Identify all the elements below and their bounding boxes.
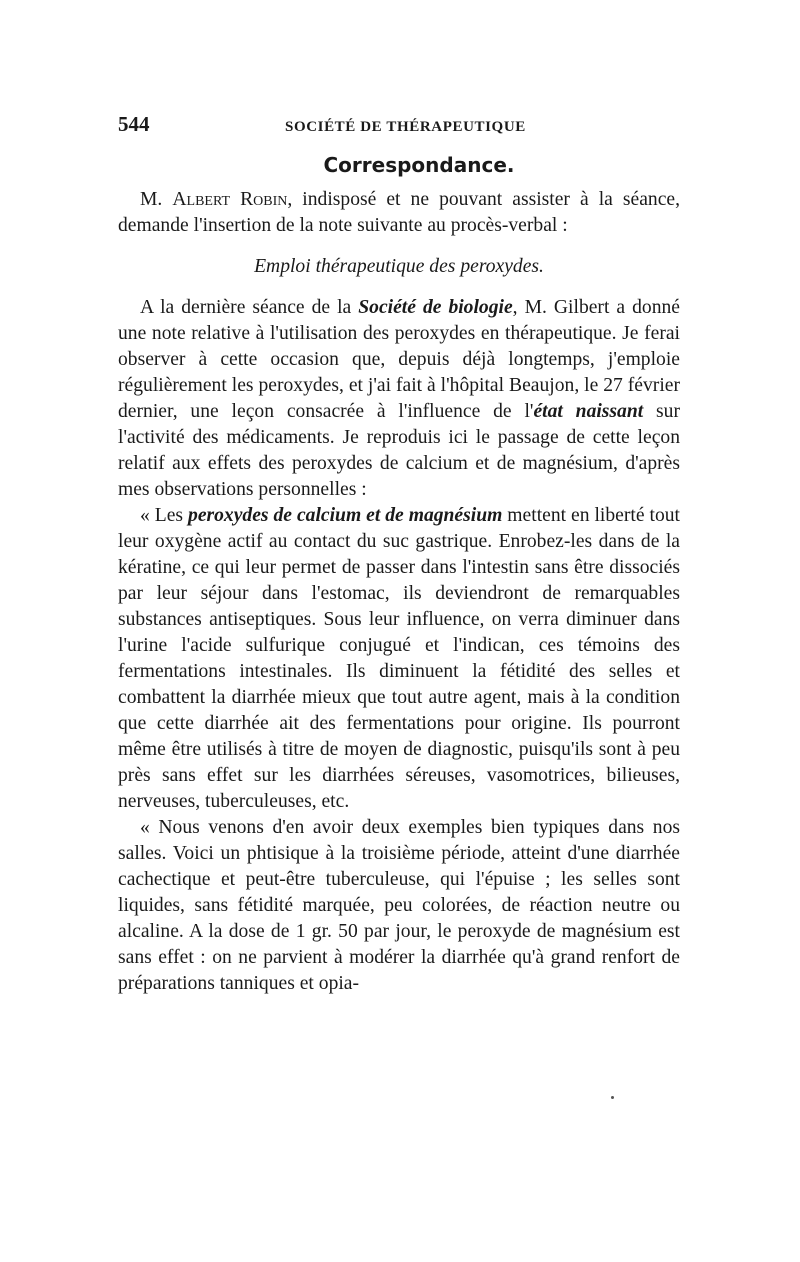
running-head (118, 112, 680, 142)
author-first-name: Albert (172, 189, 231, 210)
page (118, 112, 680, 997)
body-paragraph-3 (118, 815, 680, 997)
p2-open: « Les (140, 505, 189, 526)
intro-prefix: M. (140, 189, 173, 210)
page-number: 544 (118, 112, 150, 136)
intro-text: , indisposé et ne pouvant assister à la séance, demande l'insertion de la note suivante au procès-verbal : (118, 189, 680, 236)
society-name: Société de biologie (358, 297, 513, 318)
p1-text-c: sur l'activité des médicaments. Je reproduis ici le passage de cette leçon relatif aux effets des peroxydes de calcium et de magnésium, d'après mes observations personnelles : (118, 401, 680, 500)
p1-text-b: , M. Gilbert a donné une note relative à l'utilisation des peroxydes en thérapeutique. Je ferai observer à cette occasion que, depuis déjà longtemps, j'emploie régulièrement les peroxydes, et j'ai fait à l'hôpital Beaujon, le 27 février dernier, une leçon consacrée à l'influence de (118, 297, 680, 422)
author-last-name: Robin (240, 189, 288, 210)
etat-naissant: état naissant (533, 401, 644, 422)
p2-text: mettent en liberté tout leur oxygène actif au contact du suc gastrique. Enrobez-les dans de la kératine, ce qui leur permet de passer dans l'intestin sans être dissociés par leur séjour dans l'estomac, ils deviendront de remarquables substances antiseptiques. Sous leur influence, on verra diminuer dans l'urine l'acide sulfurique conjugué et l'indican, ces témoins des fermentations intestinales. Ils diminuent la fétidité des selles et combattent la diarrhée mieux que tout autre agent, mais à la condition que cette diarrhée ait des fermentations pour origine. Ils pourront même être utilisés à titre de moyen de diagnostic, puisqu'ils sont à peu près sans effet sur les diarrhées séreuses, vasomotrices, bilieuses, nerveuses, tuberculeuses, etc. (118, 505, 680, 812)
section-title: Correspondance. (323, 153, 515, 177)
intro-paragraph (118, 187, 680, 239)
note-title: Emploi thérapeutique des peroxydes. (254, 256, 544, 277)
body-paragraph-1 (118, 295, 680, 503)
p3-text: « Nous venons d'en avoir deux exemples bien typiques dans nos salles. Voici un phtisique à la troisième période, atteint d'une diarrhée cachectique et peut-être tuberculeuse, qui l'épuise ; les selles sont liquides, sans fétidité marquée, peu colorées, de réaction neutre ou alcaline. A la dose de 1 gr. 50 par jour, le peroxyde de magnésium est sans effet : on ne parvient à modérer la diarrhée qu'à grand renfort de préparations tanniques et opia- (118, 817, 680, 994)
body-paragraph-2 (118, 503, 680, 815)
running-title: SOCIÉTÉ DE THÉRAPEUTIQUE (285, 119, 526, 135)
p1-text-a: A la dernière séance de la (140, 297, 359, 318)
p1-article: l' (524, 401, 534, 422)
print-speck (611, 1096, 614, 1099)
peroxydes-emphasis: peroxydes de calcium et de magnésium (188, 505, 503, 526)
